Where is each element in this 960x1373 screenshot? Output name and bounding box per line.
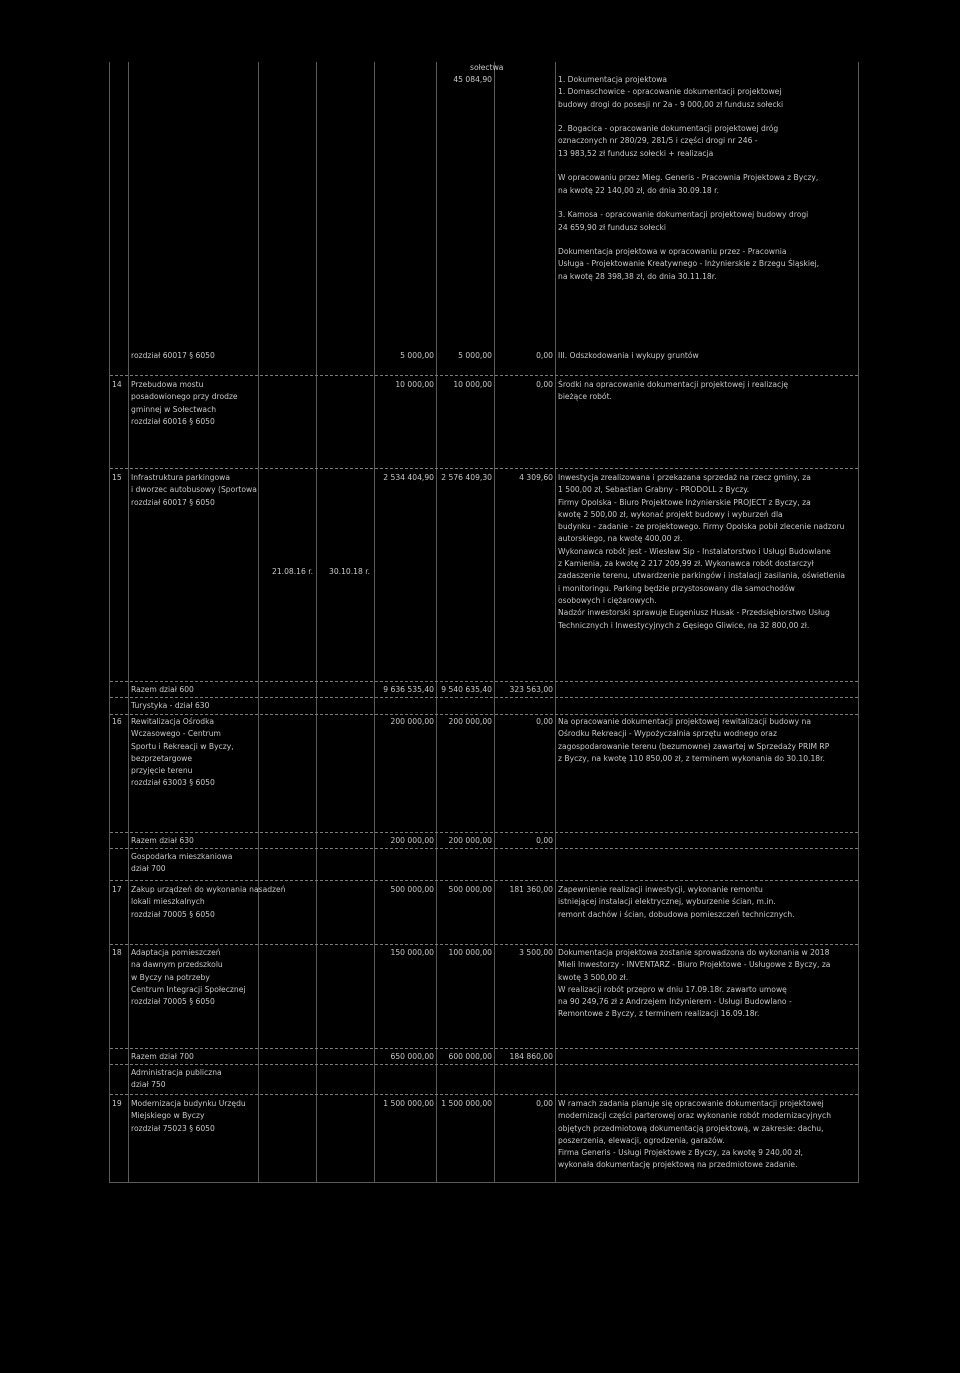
right-border	[858, 62, 859, 1182]
row-separator	[110, 1048, 858, 1049]
intro-line: 2. Bogacica - opracowanie dokumentacji projektowej dróg	[558, 124, 779, 134]
rozdzial-label: rozdział 60017 § 6050	[131, 351, 215, 360]
sum-proc: 184 860,00	[509, 1052, 553, 1061]
task-description: Zapewnienie realizacji inwestycji, wykonanie remontu istniejącej instalacji elektrycznej, wyburzenie ścian, m.in. remont dachów i ścian, dobudowa pomieszczeń technicznych.	[558, 885, 795, 919]
sum-wyk: 200 000,00	[448, 836, 492, 845]
task-description: Na opracowanie dokumentacji projektowej rewitalizacji budowy na Ośrodku Rekreacji - Wypożyczalnia sprzętu wodnego oraz zagospodarowanie terenu (bezumowne) zawartej w Sprzedaży PRIM RP z Byczy, na kwotę 110 850,00 zł, z terminem wykonania do 30.10.18r.	[558, 717, 830, 763]
row-separator	[110, 944, 858, 945]
intro-line: W opracowaniu przez Mieg. Generis - Pracownia Projektowa z Byczy,	[558, 173, 819, 183]
task-name: Adaptacja pomieszczeń na dawnym przedszkolu w Byczy na potrzeby Centrum Integracji Społecznej rozdział 70005 § 6050	[131, 948, 246, 1007]
pct-value: 0,00	[536, 717, 553, 726]
row-number: 19	[112, 1099, 122, 1108]
pct-value: 181 360,00	[509, 885, 553, 894]
row-number: 15	[112, 473, 122, 482]
exec-value: 200 000,00	[448, 717, 492, 726]
intro-line: 1. Domaschowice - opracowanie dokumentacji projektowej	[558, 87, 782, 97]
sum-plan: 200 000,00	[390, 836, 434, 845]
sum-label: Razem dział 600	[131, 685, 194, 694]
sum-proc: 323 563,00	[509, 685, 553, 694]
rozdzial-wyk: 5 000,00	[458, 351, 492, 360]
plan-value: 10 000,00	[395, 380, 434, 389]
row-number: 18	[112, 948, 122, 957]
rozdzial-plan: 5 000,00	[400, 351, 434, 360]
row-separator	[110, 1094, 858, 1095]
row-number: 17	[112, 885, 122, 894]
task-name: Przebudowa mostu posadowionego przy drodze gminnej w Sołectwach rozdział 60016 § 6050	[131, 380, 238, 426]
first-amount: 45 084,90	[453, 75, 492, 84]
plan-value: 500 000,00	[390, 885, 434, 894]
plan-value: 200 000,00	[390, 717, 434, 726]
rozdzial-desc: III. Odszkodowania i wykupy gruntów	[558, 351, 699, 360]
header-word: sołectwa	[470, 63, 504, 72]
intro-line	[558, 111, 819, 123]
task-description: Inwestycja zrealizowana i przekazana sprzedaż na rzecz gminy, za 1 500,00 zł, Sebastian Grabny - PRODOLL z Byczy. Firmy Opolska - Biuro Projektowe Inżynierskie PROJECT z Byczy, za kwotę 2 500,00 zł, wykonać projekt budowy i wyburzeń dla budynku - zadanie - ze projektowego. Firmy Opolska pobił zlecenie nadzoru autorskiego, na kwotę 400,00 zł. Wykonawca robót jest - Wiesław Sip - Instalatorstwo i Usługi Budowlane z Kamienia, za kwotę 2 217 209,99 zł. Wykonawca robót dostarczył zadaszenie terenu, utwardzenie parkingów i instalacji zasilania, oświetlenia i monitoringu. Parking będzie przystosowany dla samochodów osobowych i ciężarowych. Nadzór inwestorski sprawuje Eugeniusz Husak - Przedsiębiorstwo Usług Technicznych i Inwestycyjnych z Gęsiego Gliwice, na 32 800,00 zł.	[558, 473, 846, 630]
intro-line: budowy drogi do posesji nr 2a - 9 000,00 zł fundusz sołecki	[558, 99, 784, 109]
col-line	[316, 62, 317, 1182]
exec-value: 1 500 000,00	[441, 1099, 492, 1108]
row-separator	[110, 714, 858, 715]
pct-value: 4 309,60	[519, 473, 553, 482]
exec-value: 100 000,00	[448, 948, 492, 957]
left-border	[109, 62, 110, 1182]
bottom-border	[109, 1182, 859, 1183]
row-number: 14	[112, 380, 122, 389]
intro-line	[558, 160, 819, 172]
task-description: Środki na opracowanie dokumentacji projektowej i realizację bieżące robót.	[558, 380, 788, 402]
plan-value: 2 534 404,90	[383, 473, 434, 482]
sum-label: Razem dział 700	[131, 1052, 194, 1061]
row-number: 16	[112, 717, 122, 726]
task-description: W ramach zadania planuje się opracowanie dokumentacji projektowej modernizacji części parterowej oraz wykonanie robót modernizacyjnych objętych przedmiotową dokumentacją projektową, w zakresie: dachu, poszerzenia, elewacji, ogrodzenia, garażów. Firma Generis - Usługi Projektowe z Byczy, za kwotę 9 240,00 zł, wykonała dokumentację projektową na przedmiotowe zadanie.	[558, 1099, 832, 1170]
intro-line: 13 983,52 zł fundusz sołecki + realizacja	[558, 148, 714, 158]
sum-plan: 650 000,00	[390, 1052, 434, 1061]
col-line	[436, 62, 437, 1182]
row-separator	[110, 832, 858, 833]
task-name: Zakup urządzeń do wykonania nasadzeń lokali mieszkalnych rozdział 70005 § 6050	[131, 885, 286, 919]
pct-value: 0,00	[536, 380, 553, 389]
rozdzial-proc: 0,00	[536, 351, 553, 360]
row-separator	[110, 880, 858, 881]
col-line	[374, 62, 375, 1182]
start-date: 21.08.16 r.	[272, 567, 314, 576]
task-name: Modernizacja budynku Urzędu Miejskiego w Byczy rozdział 75023 § 6050	[131, 1099, 246, 1133]
col-line	[128, 62, 129, 1182]
task-description: Dokumentacja projektowa zostanie sprowadzona do wykonania w 2018 Mieli Inwestorzy - INVENTARZ - Biuro Projektowe - Usługowe z Byczy, za kwotę 3 500,00 zł. W realizacji robót przepro w dniu 17.09.18r. zawarto umowę na 90 249,76 zł z Andrzejem Inżynierem - Usługi Budowlano - Remontowe z Byczy, z terminem realizacji 16.09.18r.	[558, 948, 831, 1019]
row-separator	[110, 681, 858, 682]
exec-value: 500 000,00	[448, 885, 492, 894]
intro-line: 24 659,90 zł fundusz sołecki	[558, 222, 667, 232]
row-separator	[110, 468, 858, 469]
intro-line	[558, 197, 819, 209]
col-line	[258, 62, 259, 1182]
intro-line: 3. Kamosa - opracowanie dokumentacji projektowej budowy drogi	[558, 210, 809, 220]
intro-line: na kwotę 28 398,38 zł, do dnia 30.11.18r.	[558, 271, 717, 281]
intro-line: Usługa - Projektowanie Kreatywnego - Inżynierskie z Brzegu Śląskiej,	[558, 259, 820, 269]
row-separator	[110, 848, 858, 849]
exec-value: 10 000,00	[453, 380, 492, 389]
section-heading: Administracja publiczna dział 750	[131, 1068, 222, 1090]
task-name: Infrastruktura parkingowa i dworzec autobusowy (Sportowa rozdział 60017 § 6050	[131, 473, 257, 507]
plan-value: 1 500 000,00	[383, 1099, 434, 1108]
sum-plan: 9 636 535,40	[383, 685, 434, 694]
section-heading: Turystyka - dział 630	[131, 701, 210, 710]
intro-description	[558, 74, 819, 283]
sum-label: Razem dział 630	[131, 836, 194, 845]
pct-value: 0,00	[536, 1099, 553, 1108]
section-heading: Gospodarka mieszkaniowa dział 700	[131, 852, 233, 874]
plan-value: 150 000,00	[390, 948, 434, 957]
end-date: 30.10.18 r.	[329, 567, 371, 576]
intro-line: na kwotę 22 140,00 zł, do dnia 30.09.18 r.	[558, 185, 719, 195]
intro-line: 1. Dokumentacja projektowa	[558, 75, 668, 84]
sum-wyk: 9 540 635,40	[441, 685, 492, 694]
sum-wyk: 600 000,00	[448, 1052, 492, 1061]
pct-value: 3 500,00	[519, 948, 553, 957]
row-separator	[110, 375, 858, 376]
row-separator	[110, 697, 858, 698]
col-line	[555, 62, 556, 1182]
exec-value: 2 576 409,30	[441, 473, 492, 482]
sum-proc: 0,00	[536, 836, 553, 845]
task-name: Rewitalizacja Ośrodka Wczasowego - Centrum Sportu i Rekreacji w Byczy, bezprzetargowe przyjęcie terenu rozdział 63003 § 6050	[131, 717, 234, 788]
intro-line: oznaczonych nr 280/29, 281/5 i części drogi nr 246 -	[558, 136, 758, 146]
col-line	[494, 62, 495, 1182]
row-separator	[110, 1064, 858, 1065]
intro-line: Dokumentacja projektowa w opracowaniu przez - Pracownia	[558, 247, 787, 257]
intro-line	[558, 234, 819, 246]
